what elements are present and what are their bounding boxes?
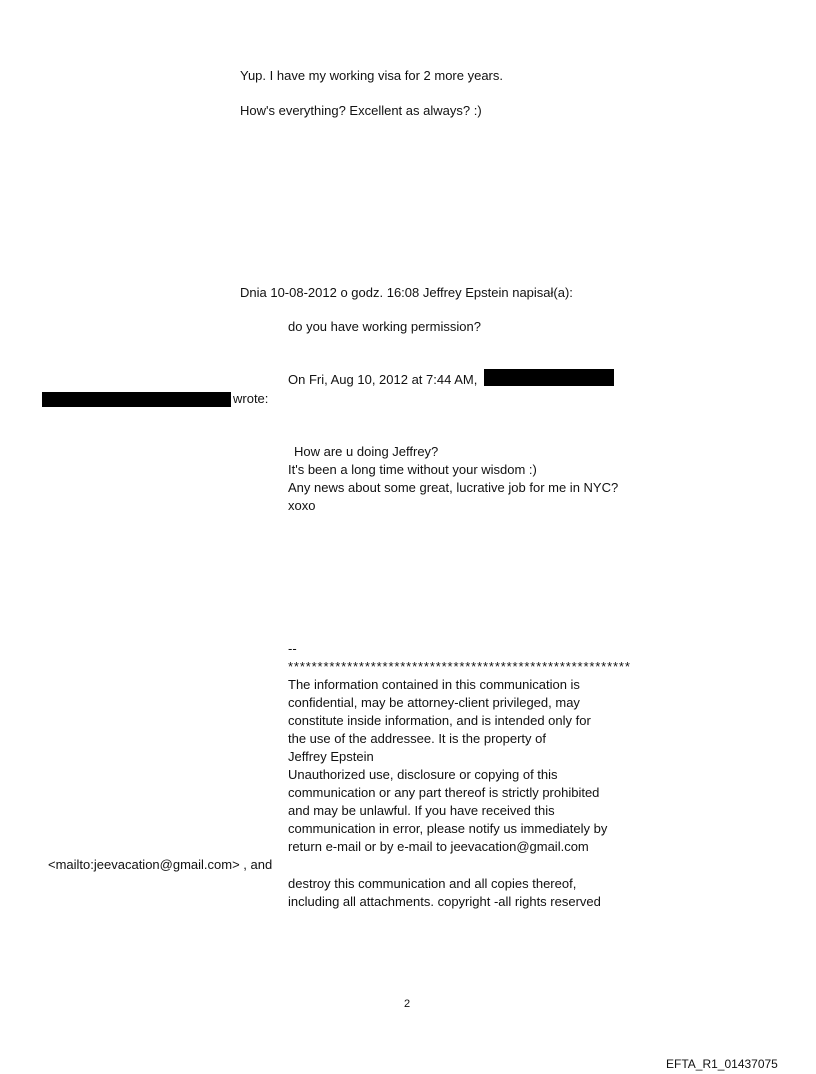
disclaimer-line: The information contained in this communication is <box>288 677 580 692</box>
disclaimer-line: communication or any part thereof is strictly prohibited <box>288 785 600 800</box>
signature-separator: -- <box>288 641 297 656</box>
closing-line: including all attachments. copyright -all rights reserved <box>288 894 601 909</box>
disclaimer-line: communication in error, please notify us immediately by <box>288 821 608 836</box>
reply-line-2: How's everything? Excellent as always? :) <box>240 103 482 118</box>
signature-stars: ********************************************************** <box>288 659 631 674</box>
nested-quote-header: On Fri, Aug 10, 2012 at 7:44 AM, <box>288 372 478 387</box>
message-line: It's been a long time without your wisdom :) <box>288 462 537 477</box>
quote-body: do you have working permission? <box>288 319 481 334</box>
disclaimer-line: the use of the addressee. It is the property of <box>288 731 546 746</box>
message-line: Any news about some great, lucrative job for me in NYC? <box>288 480 619 495</box>
redaction-box <box>484 369 614 386</box>
disclaimer-line: Unauthorized use, disclosure or copying of this <box>288 767 558 782</box>
redaction-box <box>42 392 231 407</box>
message-line: xoxo <box>288 498 316 513</box>
disclaimer-line: confidential, may be attorney-client privileged, may <box>288 695 580 710</box>
disclaimer-line: constitute inside information, and is intended only for <box>288 713 591 728</box>
quote-header: Dnia 10-08-2012 o godz. 16:08 Jeffrey Epstein napisał(a): <box>240 285 573 300</box>
closing-line: destroy this communication and all copies thereof, <box>288 876 577 891</box>
disclaimer-line: and may be unlawful. If you have received this <box>288 803 555 818</box>
wrote-label: wrote: <box>233 391 269 406</box>
mailto-link[interactable]: <mailto:jeevacation@gmail.com> , and <box>48 857 273 872</box>
message-line: How are u doing Jeffrey? <box>294 444 439 459</box>
disclaimer-line: return e-mail or by e-mail to jeevacation@gmail.com <box>288 839 589 854</box>
page-number: 2 <box>404 998 411 1010</box>
disclaimer-line: Jeffrey Epstein <box>288 749 374 764</box>
document-id: EFTA_R1_01437075 <box>666 1057 778 1071</box>
reply-line-1: Yup. I have my working visa for 2 more years. <box>240 68 503 83</box>
